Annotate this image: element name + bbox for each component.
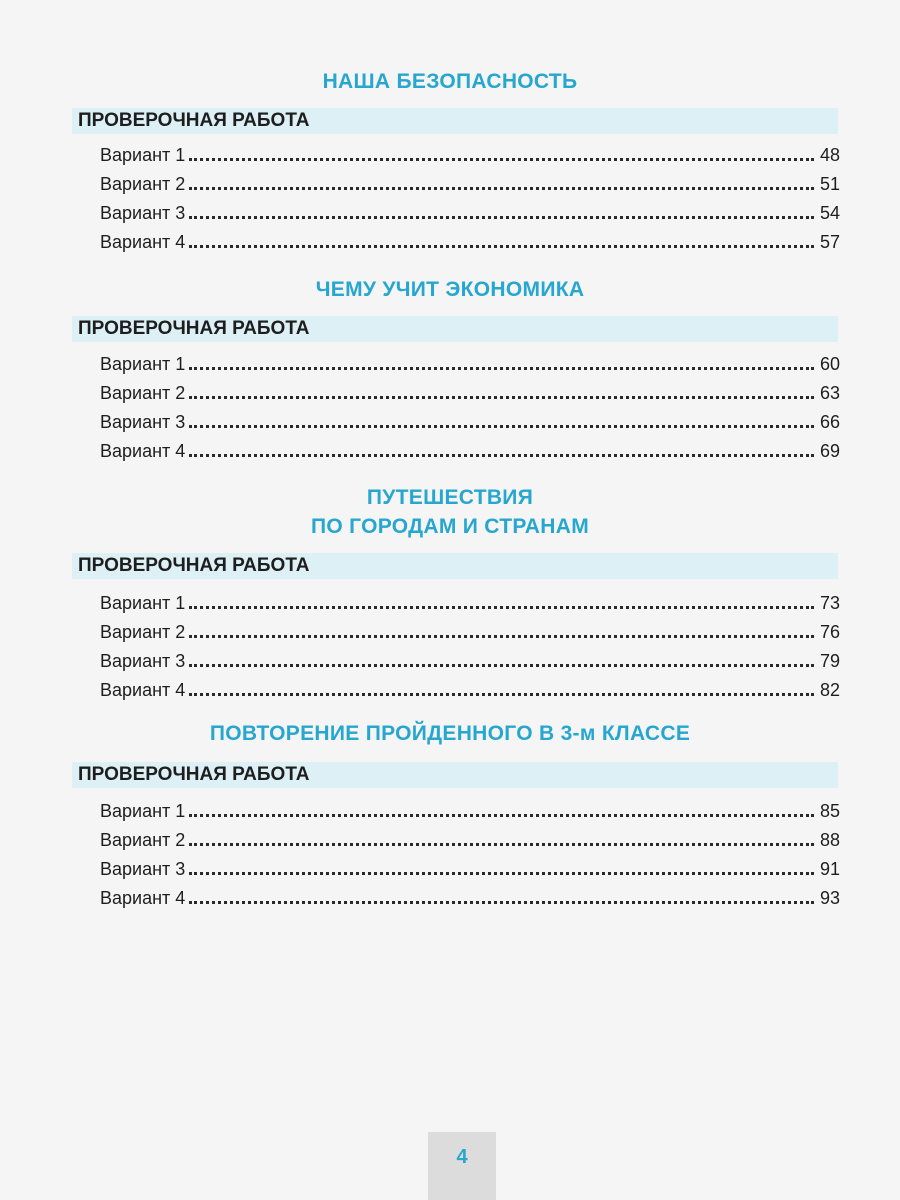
work-label: ПРОВЕРОЧНАЯ РАБОТА [78, 318, 310, 339]
page-number: 4 [456, 1146, 468, 1168]
dot-leader [189, 425, 814, 428]
page-ref: 48 [819, 145, 840, 165]
variant-label: Вариант 3 [100, 412, 186, 432]
variant-label: Вариант 2 [100, 383, 186, 403]
dot-leader [189, 367, 814, 370]
work-header-band [72, 316, 838, 342]
page-ref: 88 [819, 830, 840, 850]
work-header-band [72, 762, 838, 788]
toc-entry[interactable] [100, 675, 840, 701]
dot-leader [189, 158, 814, 161]
page-ref: 66 [819, 412, 840, 432]
page-ref: 76 [819, 622, 840, 642]
toc-entry[interactable] [100, 436, 840, 462]
variant-label: Вариант 1 [100, 801, 186, 821]
dot-leader [189, 693, 814, 696]
variant-label: Вариант 3 [100, 651, 186, 671]
work-label: ПРОВЕРОЧНАЯ РАБОТА [78, 110, 310, 131]
work-header-band [72, 553, 838, 579]
variant-label: Вариант 4 [100, 680, 186, 700]
toc-entry[interactable] [100, 588, 840, 614]
page-ref: 51 [819, 174, 840, 194]
dot-leader [189, 454, 814, 457]
toc-entry[interactable] [100, 198, 840, 224]
dot-leader [189, 635, 814, 638]
variant-label: Вариант 1 [100, 354, 186, 374]
variant-label: Вариант 3 [100, 203, 186, 223]
variant-label: Вариант 4 [100, 232, 186, 252]
toc-entry[interactable] [100, 378, 840, 404]
toc-entry[interactable] [100, 825, 840, 851]
variant-label: Вариант 1 [100, 593, 186, 613]
dot-leader [189, 396, 814, 399]
work-label: ПРОВЕРОЧНАЯ РАБОТА [78, 555, 310, 576]
dot-leader [189, 843, 814, 846]
page-ref: 85 [819, 801, 840, 821]
page-ref: 69 [819, 441, 840, 461]
dot-leader [189, 872, 814, 875]
page-ref: 93 [819, 888, 840, 908]
page-ref: 57 [819, 232, 840, 252]
section-title: ПО ГОРОДАМ И СТРАНАМ [310, 515, 589, 538]
page-ref: 82 [819, 680, 840, 700]
variant-label: Вариант 3 [100, 859, 186, 879]
section-title: ЧЕМУ УЧИТ ЭКОНОМИКА [315, 278, 585, 301]
variant-label: Вариант 4 [100, 888, 186, 908]
toc-entry[interactable] [100, 169, 840, 195]
dot-leader [189, 901, 814, 904]
variant-label: Вариант 4 [100, 441, 186, 461]
dot-leader [189, 187, 814, 190]
page-ref: 60 [819, 354, 840, 374]
toc-entry[interactable] [100, 646, 840, 672]
section-title: НАША БЕЗОПАСНОСТЬ [322, 70, 578, 93]
section-title: ПОВТОРЕНИЕ ПРОЙДЕННОГО В 3-м КЛАССЕ [209, 722, 691, 745]
variant-label: Вариант 1 [100, 145, 186, 165]
dot-leader [189, 606, 814, 609]
page-ref: 73 [819, 593, 840, 613]
toc-entry[interactable] [100, 883, 840, 909]
page-number-box [428, 1132, 496, 1200]
toc-entry[interactable] [100, 349, 840, 375]
toc-entry[interactable] [100, 227, 840, 253]
page-ref: 91 [819, 859, 840, 879]
page-ref: 79 [819, 651, 840, 671]
dot-leader [189, 664, 814, 667]
toc-entry[interactable] [100, 617, 840, 643]
variant-label: Вариант 2 [100, 622, 186, 642]
dot-leader [189, 216, 814, 219]
work-label: ПРОВЕРОЧНАЯ РАБОТА [78, 764, 310, 785]
work-header-band [72, 108, 838, 134]
page-ref: 63 [819, 383, 840, 403]
dot-leader [189, 245, 814, 248]
page-ref: 54 [819, 203, 840, 223]
variant-label: Вариант 2 [100, 830, 186, 850]
variant-label: Вариант 2 [100, 174, 186, 194]
section-title: ПУТЕШЕСТВИЯ [366, 486, 534, 509]
toc-entry[interactable] [100, 140, 840, 166]
toc-entry[interactable] [100, 854, 840, 880]
toc-entry[interactable] [100, 796, 840, 822]
toc-entry[interactable] [100, 407, 840, 433]
dot-leader [189, 814, 814, 817]
